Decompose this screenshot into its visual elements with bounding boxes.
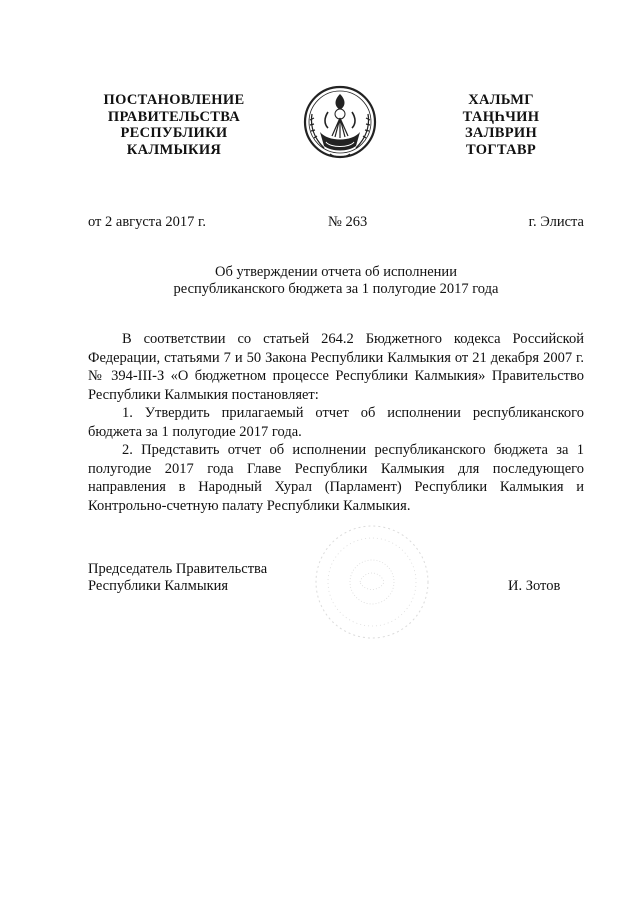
faded-seal-icon xyxy=(312,522,432,642)
kalmykia-emblem-icon xyxy=(298,84,382,164)
document-city: г. Элиста xyxy=(528,214,584,230)
body-paragraph: В соответствии со статьей 264.2 Бюджетного кодекса Российской Федерации, статьями 7 и 50 Закона Республики Калмыкия от 21 декабря 2007 г. № 394-III-З «О бюджетном процессе Республики Калмыкия» Правительство Республики Калмыкия постановляет: xyxy=(88,331,584,403)
body-paragraph: 2. Представить отчет об исполнении республиканского бюджета за 1 полугодие 2017 года Главе Республики Калмыкия для последующего направления в Народный Хурал (Парламент) Республики Калмыкия и Контрольно-счетную палату Республики Калмыкия. xyxy=(88,442,584,514)
signatory-title-line: Председатель Правительства xyxy=(88,561,268,577)
signatory-title-line: Республики Калмыкия xyxy=(88,578,229,594)
document-number: № 263 xyxy=(328,214,368,230)
header-right-line: ТАҢҺЧИН xyxy=(462,108,540,125)
document-title-line: Об утверждении отчета об исполнении xyxy=(215,264,457,280)
signatory-name: И. Зотов xyxy=(508,578,561,594)
header-right-line: ЗАЛВРИН xyxy=(464,125,538,141)
signatory-title xyxy=(88,561,267,595)
document-title xyxy=(88,264,584,298)
document-body xyxy=(88,330,584,515)
header-left-line: ПОСТАНОВЛЕНИЕ xyxy=(103,92,245,108)
header-left-title xyxy=(90,92,258,158)
header-left-line: ПРАВИТЕЛЬСТВА xyxy=(107,108,241,125)
header-right-line: ХАЛЬМГ xyxy=(468,92,534,108)
header-right-line: ТОГТАВР xyxy=(465,141,537,158)
header-left-line: РЕСПУБЛИКИ xyxy=(120,125,228,141)
document-meta-row xyxy=(88,214,584,234)
document-date: от 2 августа 2017 г. xyxy=(88,214,206,230)
header-left-line: КАЛМЫКИЯ xyxy=(126,141,222,158)
body-paragraph: 1. Утвердить прилагаемый отчет об исполнении республиканского бюджета за 1 полугодие 2017 года. xyxy=(88,405,584,440)
header-right-title xyxy=(436,92,566,158)
document-title-line: республиканского бюджета за 1 полугодие 2017 года xyxy=(173,281,499,297)
